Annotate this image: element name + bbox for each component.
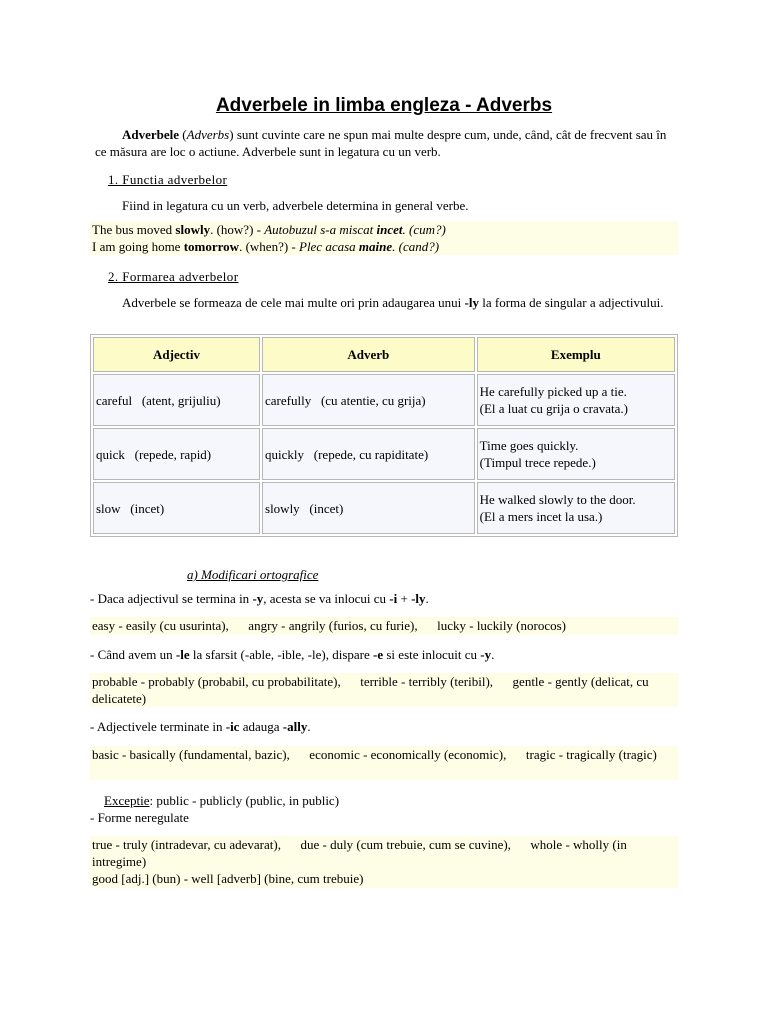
r2g: . xyxy=(491,647,495,662)
example-ro: (El a luat cu grija o cravata.) xyxy=(479,401,628,416)
ex2-f: . (cand?) xyxy=(392,239,440,254)
r3b: -ic xyxy=(225,719,240,734)
rule-ic xyxy=(90,718,678,735)
table-row xyxy=(93,374,675,426)
cell-example xyxy=(477,428,675,480)
examples-y: easy - easily (cu usurinta), angry - angrily (furios, cu furie), lucky - luckily (norocos) xyxy=(90,617,678,635)
header-adjectiv: Adjectiv xyxy=(93,337,260,372)
r2a: - Când avem un xyxy=(90,647,176,662)
rule-le xyxy=(90,646,678,663)
r1e: + xyxy=(397,591,412,606)
exception-line xyxy=(90,792,692,809)
cell-adjective: slow (incet) xyxy=(93,482,260,534)
cell-adverb: carefully (cu atentie, cu grija) xyxy=(262,374,475,426)
r3c: adauga xyxy=(239,719,283,734)
cell-adverb: slowly (incet) xyxy=(262,482,475,534)
examples-irregular xyxy=(90,836,678,888)
ex1-b: slowly xyxy=(175,222,211,237)
r1g: . xyxy=(425,591,429,606)
r3d: -ally xyxy=(282,719,308,734)
ex1-a: The bus moved xyxy=(92,222,176,237)
subsection-heading: a) Modificari ortografice xyxy=(187,567,319,582)
ex1-e: incet xyxy=(376,222,403,237)
example-en: Time goes quickly. xyxy=(479,438,579,453)
examples-ic: basic - basically (fundamental, bazic), economic - economically (economic), tragic - tragically (tragic) xyxy=(90,746,678,780)
section2-heading: 2. Formarea adverbelor xyxy=(108,269,239,284)
adverb-table xyxy=(90,334,678,537)
page-title: Adverbele in limba engleza - Adverbs xyxy=(215,95,553,116)
example-ro: (Timpul trece repede.) xyxy=(479,455,596,470)
section2-text xyxy=(95,294,670,311)
table-header-row xyxy=(93,337,675,372)
table-row xyxy=(93,428,675,480)
intro-word-en: Adverbs xyxy=(186,127,230,142)
header-adverb: Adverb xyxy=(262,337,475,372)
r1b: -y xyxy=(252,591,264,606)
intro-paren: ( xyxy=(179,127,187,142)
exception-text: : public - publicly (public, in public) xyxy=(149,793,340,808)
ex1-f: . (cum?) xyxy=(402,222,446,237)
cell-adverb: quickly (repede, cu rapiditate) xyxy=(262,428,475,480)
ex2-b: tomorrow xyxy=(183,239,240,254)
ex1-d: Autobuzul s-a miscat xyxy=(264,222,377,237)
r1c: , acesta se va inlocui cu xyxy=(263,591,390,606)
rule-y xyxy=(90,590,678,607)
s2-text-b: -ly xyxy=(464,295,479,310)
section1-heading: 1. Functia adverbelor xyxy=(108,172,228,187)
example-row-2 xyxy=(92,238,676,255)
cell-adjective: careful (atent, grijuliu) xyxy=(93,374,260,426)
exception-label: Exceptie xyxy=(104,793,150,808)
section1-examples xyxy=(90,221,678,255)
s2-text-a: Adverbele se formeaza de cele mai multe ori prin adaugarea unui xyxy=(122,295,465,310)
r2e: si este inlocuit cu xyxy=(383,647,481,662)
intro-rest: ) sunt cuvinte care ne spun mai multe despre cum, unde, când, cât de frecvent sau în ce măsura are loc o actiune. Adverbele sunt in legatura cu un verb. xyxy=(95,127,667,159)
r1d: -i xyxy=(389,591,398,606)
r1f: -ly xyxy=(411,591,426,606)
r2f: -y xyxy=(480,647,492,662)
example-en: He walked slowly to the door. xyxy=(479,492,636,507)
r2c: la sfarsit (-able, -ible, -le), dispare xyxy=(189,647,374,662)
cell-adjective: quick (repede, rapid) xyxy=(93,428,260,480)
header-exemplu: Exemplu xyxy=(477,337,675,372)
intro-word: Adverbele xyxy=(122,127,180,142)
intro-paragraph xyxy=(95,126,670,160)
ex-irregular-good: good [adj.] (bun) - well [adverb] (bine, cum trebuie) xyxy=(92,871,364,886)
r2b: -le xyxy=(175,647,190,662)
r1a: - Daca adjectivul se termina in xyxy=(90,591,253,606)
ex-irregular-1: true - truly (intradevar, cu adevarat), due - duly (cum trebuie, cum se cuvine), whole - wholly (in intregime) xyxy=(92,837,631,869)
cell-example xyxy=(477,374,675,426)
examples-le: probable - probably (probabil, cu probabilitate), terrible - terribly (teribil), gentle - gently (delicat, cu delicatete) xyxy=(90,673,678,707)
cell-example xyxy=(477,482,675,534)
r3a: - Adjectivele terminate in xyxy=(90,719,226,734)
s2-text-c: la forma de singular a adjectivului. xyxy=(479,295,664,310)
ex2-d: Plec acasa xyxy=(299,239,359,254)
ex2-a: I am going home xyxy=(92,239,184,254)
table-row xyxy=(93,482,675,534)
ex2-e: maine xyxy=(358,239,393,254)
ex2-c: . (when?) - xyxy=(239,239,299,254)
r3e: . xyxy=(307,719,311,734)
example-row-1 xyxy=(92,221,676,238)
example-en: He carefully picked up a tie. xyxy=(479,384,627,399)
irregular-heading: - Forme neregulate xyxy=(90,810,189,825)
ex1-c: . (how?) - xyxy=(210,222,265,237)
example-ro: (El a mers incet la usa.) xyxy=(479,509,603,524)
section1-text: Fiind in legatura cu un verb, adverbele determina in general verbe. xyxy=(122,198,469,213)
r2d: -e xyxy=(373,647,384,662)
